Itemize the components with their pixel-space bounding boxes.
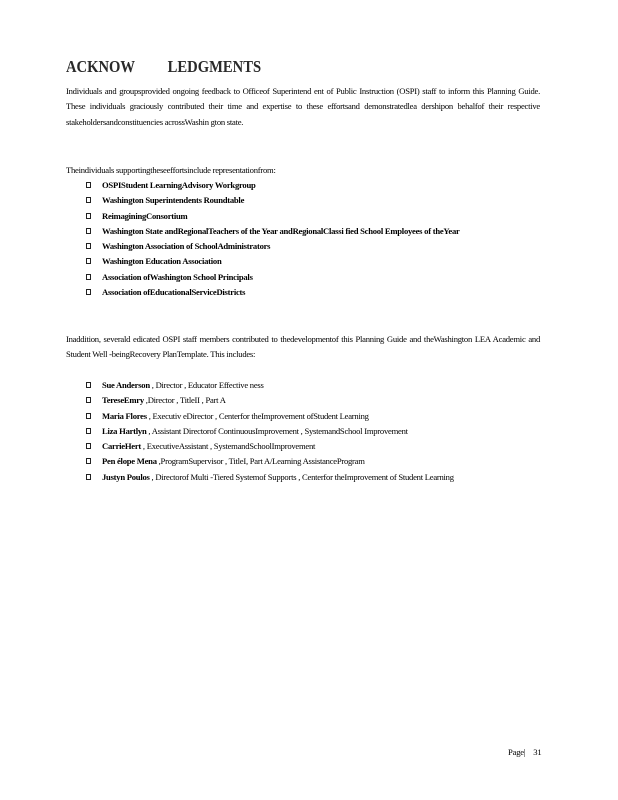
staff-name: TereseEmry <box>102 395 144 406</box>
intro-paragraph: Individuals and groupsprovided ongoing feedback to Officeof Superintend ent of Public Instruction (OSPI) staff to inform this Planning Guide. These individuals graciously contributed their time and expertise to these effortsand demonstratedlea dershipon behalfof their respective stakeholdersandconstituencies acrossWashin gton state. <box>66 86 540 127</box>
staff-role: , Executiv eDirector , Centerfor theImprovement ofStudent Learning <box>148 410 369 421</box>
orgs-intro-paragraph: Theindividuals supportingtheseeffortsinclude representationfrom: <box>66 165 276 175</box>
staff-role: , Director , Educator Effective ness <box>151 380 264 390</box>
list-item <box>86 409 540 424</box>
list-item: Washington Association of SchoolAdministrators <box>86 239 540 254</box>
list-item: Washington Superintendents Roundtable <box>86 193 540 208</box>
staff-name: Maria Flores <box>102 410 147 421</box>
list-item <box>86 424 540 439</box>
organizations-list <box>86 178 540 300</box>
staff-name: Sue Anderson <box>102 380 150 390</box>
list-item: OSPIStudent LearningAdvisory Workgroup <box>86 178 540 193</box>
page-label: Page| <box>508 747 526 757</box>
staff-name: Pen élope Mena <box>102 456 157 467</box>
staff-role: ,ProgramSupervisor , TitleI, Part A/Learning AssistanceProgram <box>158 456 365 467</box>
list-item: Association ofWashington School Principals <box>86 270 540 285</box>
page-number: 31 <box>533 747 542 757</box>
staff-name: Liza Hartlyn <box>102 425 147 436</box>
list-item: Association ofEducationalServiceDistricts <box>86 285 540 300</box>
list-item <box>86 393 540 408</box>
list-item <box>86 439 540 454</box>
staff-list <box>86 378 540 485</box>
staff-name: Justyn Poulos <box>102 471 150 482</box>
list-item <box>86 454 540 469</box>
page-title: ACKNOW LEDGMENTS <box>66 57 262 76</box>
staff-role: , ExecutiveAssistant , SystemandSchoolImprovement <box>142 441 316 452</box>
list-item <box>86 470 540 485</box>
staff-role: ,Director , TitleII , Part A <box>145 395 226 406</box>
list-item: Washington State andRegionalTeachers of the Year andRegionalClassi fied School Employees of theYear <box>86 224 540 239</box>
list-item <box>86 378 540 393</box>
list-item: ReimaginingConsortium <box>86 209 540 224</box>
staff-role: , Assistant Directorof ContinuousImprovement , SystemandSchool Improvement <box>148 425 408 436</box>
staff-intro-paragraph: Inaddition, severald edicated OSPI staff members contributed to thedevelopmentof this Planning Guide and theWashington LEA Academic and Student Well -beingRecovery PlanTemplate. This includes: <box>66 334 540 360</box>
list-item: Washington Education Association <box>86 254 540 269</box>
staff-role: , Directorof Multi -Tiered Systemof Supports , Centerfor theImprovement of Student Learning <box>151 471 454 482</box>
page-footer <box>508 747 541 757</box>
staff-name: CarrieHert <box>102 441 142 452</box>
